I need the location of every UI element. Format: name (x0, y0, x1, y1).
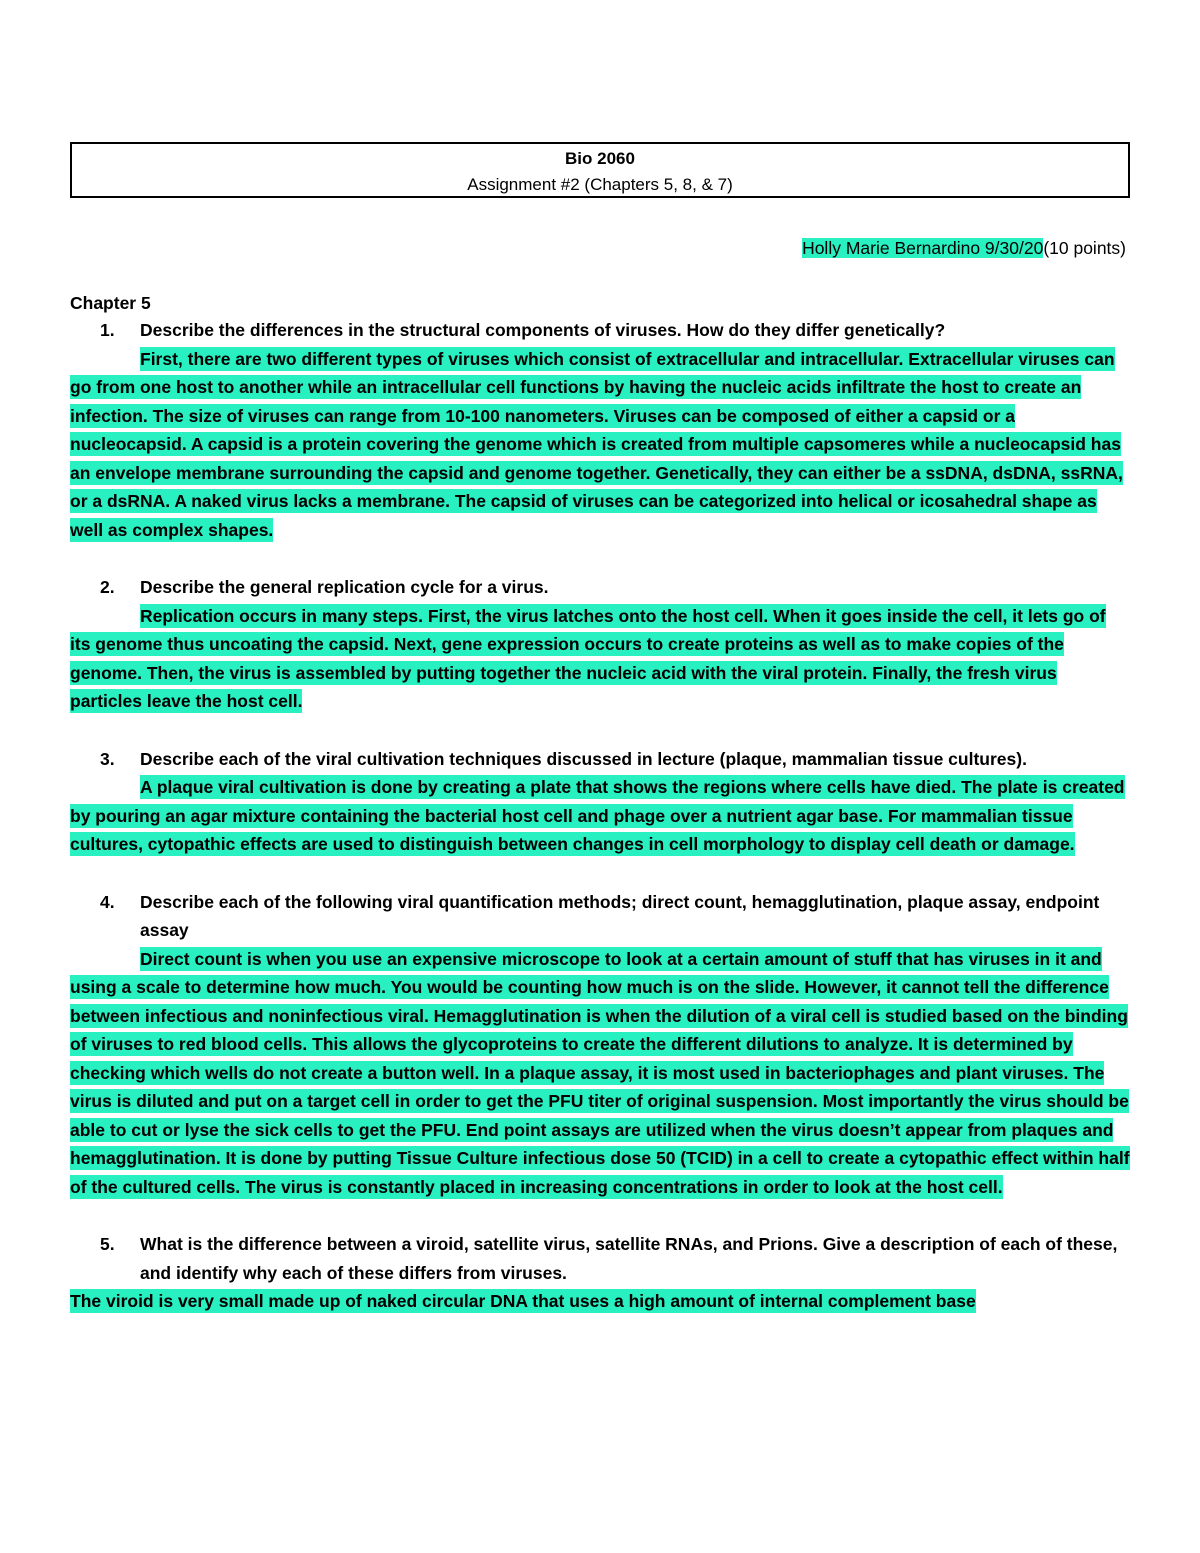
answer-3 (70, 773, 1130, 859)
question-number: 2. (100, 577, 115, 597)
answer-2 (70, 602, 1130, 716)
author-line (70, 236, 1130, 260)
points-label: (10 points) (1043, 238, 1126, 258)
answer-4 (70, 945, 1130, 1202)
question-number: 5. (100, 1234, 115, 1254)
question-2 (70, 573, 1130, 602)
question-number: 1. (100, 320, 115, 340)
question-text: Describe the differences in the structural components of viruses. How do they differ genetically? (140, 320, 946, 340)
answer-text: Replication occurs in many steps. First, the virus latches onto the host cell. When it goes inside the cell, it lets go of its genome thus uncoating the capsid. Next, gene expression occurs to create proteins as well as to make copies of the genome. Then, the virus is assembled by putting together the nucleic acid with the viral protein. Finally, the fresh virus particles leave the host cell. (70, 605, 1106, 711)
question-text: Describe the general replication cycle for a virus. (140, 577, 549, 597)
author-name-date: Holly Marie Bernardino 9/30/20 (802, 238, 1044, 258)
answer-1 (70, 345, 1130, 545)
answer-5 (70, 1287, 1130, 1316)
question-number: 4. (100, 891, 115, 912)
answer-text: Direct count is when you use an expensive microscope to look at a certain amount of stuff that has viruses in it and using a scale to determine how much. You would be counting how much is on the slide. However, it cannot tell the difference between infectious and noninfectious viral. Hemagglutination is when the dilution of a viral cell is studied based on the binding of viruses to red blood cells. This allows the glycoproteins to create the different dilutions to analyze. It is determined by checking which wells do not create a button well. In a plaque assay, it is most used in bacteriophages and plant viruses. The virus is diluted and put on a target cell in order to get the PFU titer of original suspension. Most importantly the virus should be able to cut or lyse the sick cells to get the PFU. End point assays are utilized when the virus doesn’t appear from plaques and hemagglutination. It is done by putting Tissue Culture infectious dose 50 (TCID) in a cell to create a cytopathic effect within half of the cultured cells. The virus is constantly placed in increasing concentrations in order to look at the host cell. (70, 948, 1130, 1197)
question-text: Describe each of the following viral quantification methods; direct count, hemagglutination, plaque assay, endpoint assay (140, 891, 1100, 940)
answer-text: The viroid is very small made up of naked circular DNA that uses a high amount of internal complement base (70, 1291, 976, 1311)
question-4 (70, 888, 1130, 945)
assignment-title: Assignment #2 (Chapters 5, 8, & 7) (467, 175, 733, 194)
question-5 (70, 1230, 1130, 1287)
course-title: Bio 2060 (565, 149, 635, 168)
question-text: What is the difference between a viroid, satellite virus, satellite RNAs, and Prions. Give a description of each of these, and identify why each of these differs from viruses. (140, 1234, 1118, 1283)
question-1 (70, 316, 1130, 345)
document-page (70, 142, 1130, 1316)
answer-text: A plaque viral cultivation is done by creating a plate that shows the regions where cells have died. The plate is created by pouring an agar mixture containing the bacterial host cell and phage over a nutrient agar base. For mammalian tissue cultures, cytopathic effects are used to distinguish between changes in cell morphology to display cell death or damage. (70, 777, 1125, 854)
chapter-heading: Chapter 5 (70, 293, 151, 313)
title-box (70, 142, 1130, 198)
question-number: 3. (100, 748, 115, 769)
answer-text: First, there are two different types of viruses which consist of extracellular and intracellular. Extracellular viruses can go from one host to another while an intracellular cell functions by having the nucleic acids infiltrate the host to create an infection. The size of viruses can range from 10-100 nanometers. Viruses can be composed of either a capsid or a nucleocapsid. A capsid is a protein covering the genome which is created from multiple capsomeres while a nucleocapsid has an envelope membrane surrounding the capsid and genome together. Genetically, they can either be a ssDNA, dsDNA, ssRNA, or a dsRNA. A naked virus lacks a membrane. The capsid of viruses can be categorized into helical or icosahedral shape as well as complex shapes. (70, 348, 1123, 540)
question-text: Describe each of the viral cultivation techniques discussed in lecture (plaque, mammalian tissue cultures). (140, 748, 1027, 769)
question-3 (70, 745, 1130, 774)
